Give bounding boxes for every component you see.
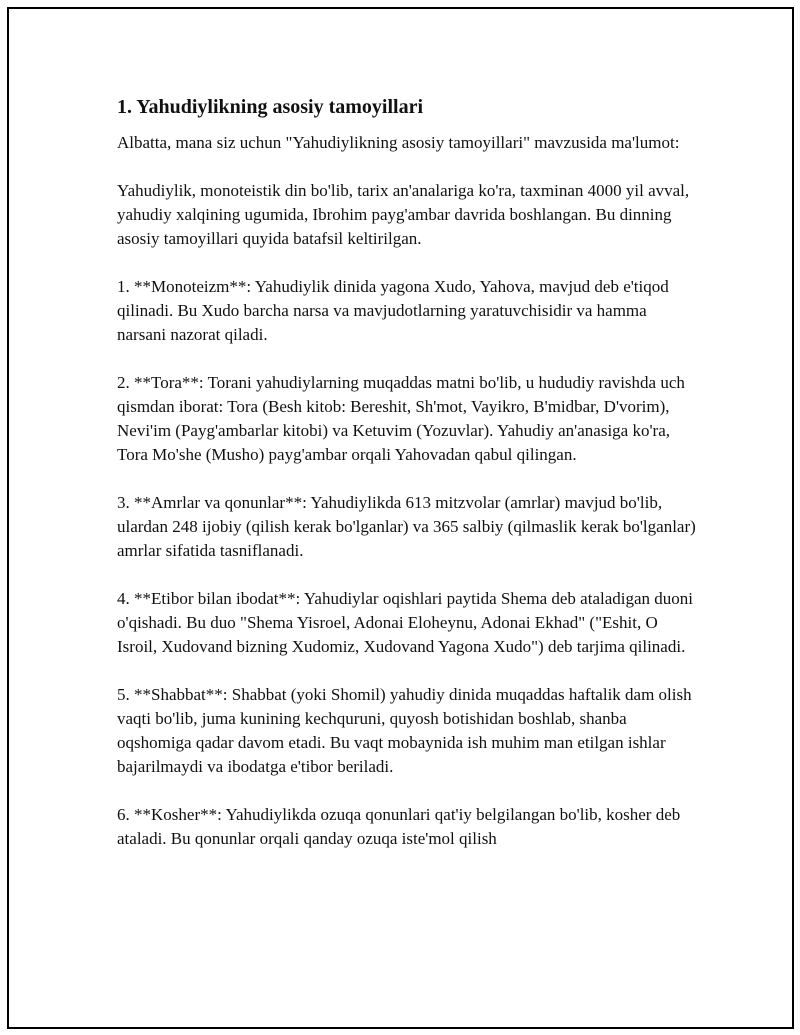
page-title: 1. Yahudiylikning asosiy tamoyillari: [117, 96, 423, 118]
overview-paragraph: Yahudiylik, monoteistik din bo'lib, tarix an'analariga ko'ra, taxminan 4000 yil avval, yahudiy xalqining ugumida, Ibrohim payg'ambar davrida boshlangan. Bu dinning asosiy tamoyillari quyida batafsil keltirilgan.: [117, 181, 690, 248]
document-page: [7, 7, 794, 1029]
commandments-paragraph: 3. **Amrlar va qonunlar**: Yahudiylikda 613 mitzvolar (amrlar) mavjud bo'lib, ulardan 248 ijobiy (qilish kerak bo'lganlar) va 365 salbiy (qilmaslik kerak bo'lganlar) amrlar sifatida tasniflanadi.: [117, 493, 696, 560]
prayer-paragraph: 4. **Etibor bilan ibodat**: Yahudiylar oqishlari paytida Shema deb ataladigan duoni o'qishadi. Bu duo "Shema Yisroel, Adonai Eloheynu, Adonai Ekhad" ("Eshit, O Isroil, Xudovand bizning Xudomiz, Xudovand Yagona Xudo") deb tarjima qilinadi.: [117, 589, 694, 656]
shabbat-paragraph: 5. **Shabbat**: Shabbat (yoki Shomil) yahudiy dinida muqaddas haftalik dam olish vaqti bo'lib, juma kunining kechquruni, quyosh botishidan boshlab, shanba oqshomiga qadar davom etadi. Bu vaqt mobaynida ish muhim man etilgan ishlar bajarilmaydi va ibodatga e'tibor beriladi.: [117, 685, 692, 776]
kosher-paragraph: 6. **Kosher**: Yahudiylikda ozuqa qonunlari qat'iy belgilangan bo'lib, kosher deb ataladi. Bu qonunlar orqali qanday ozuqa iste'mol qilish: [117, 805, 681, 848]
intro-paragraph: Albatta, mana siz uchun "Yahudiylikning asosiy tamoyillari" mavzusida ma'lumot:: [117, 133, 680, 152]
document-body: [117, 93, 697, 875]
torah-paragraph: 2. **Tora**: Torani yahudiylarning muqaddas matni bo'lib, u hududiy ravishda uch qismdan iborat: Tora (Besh kitob: Bereshit, Sh'mot, Vayikro, B'midbar, D'vorim), Nevi'im (Payg'ambarlar kitobi) va Ketuvim (Yozuvlar). Yahudiy an'anasiga ko'ra, Tora Mo'she (Musho) payg'ambar orqali Yahovadan qabul qilingan.: [117, 373, 685, 464]
monotheism-paragraph: 1. **Monoteizm**: Yahudiylik dinida yagona Xudo, Yahova, mavjud deb e'tiqod qilinadi. Bu Xudo barcha narsa va mavjudotlarning yaratuvchisidir va hamma narsani nazorat qiladi.: [117, 277, 669, 344]
